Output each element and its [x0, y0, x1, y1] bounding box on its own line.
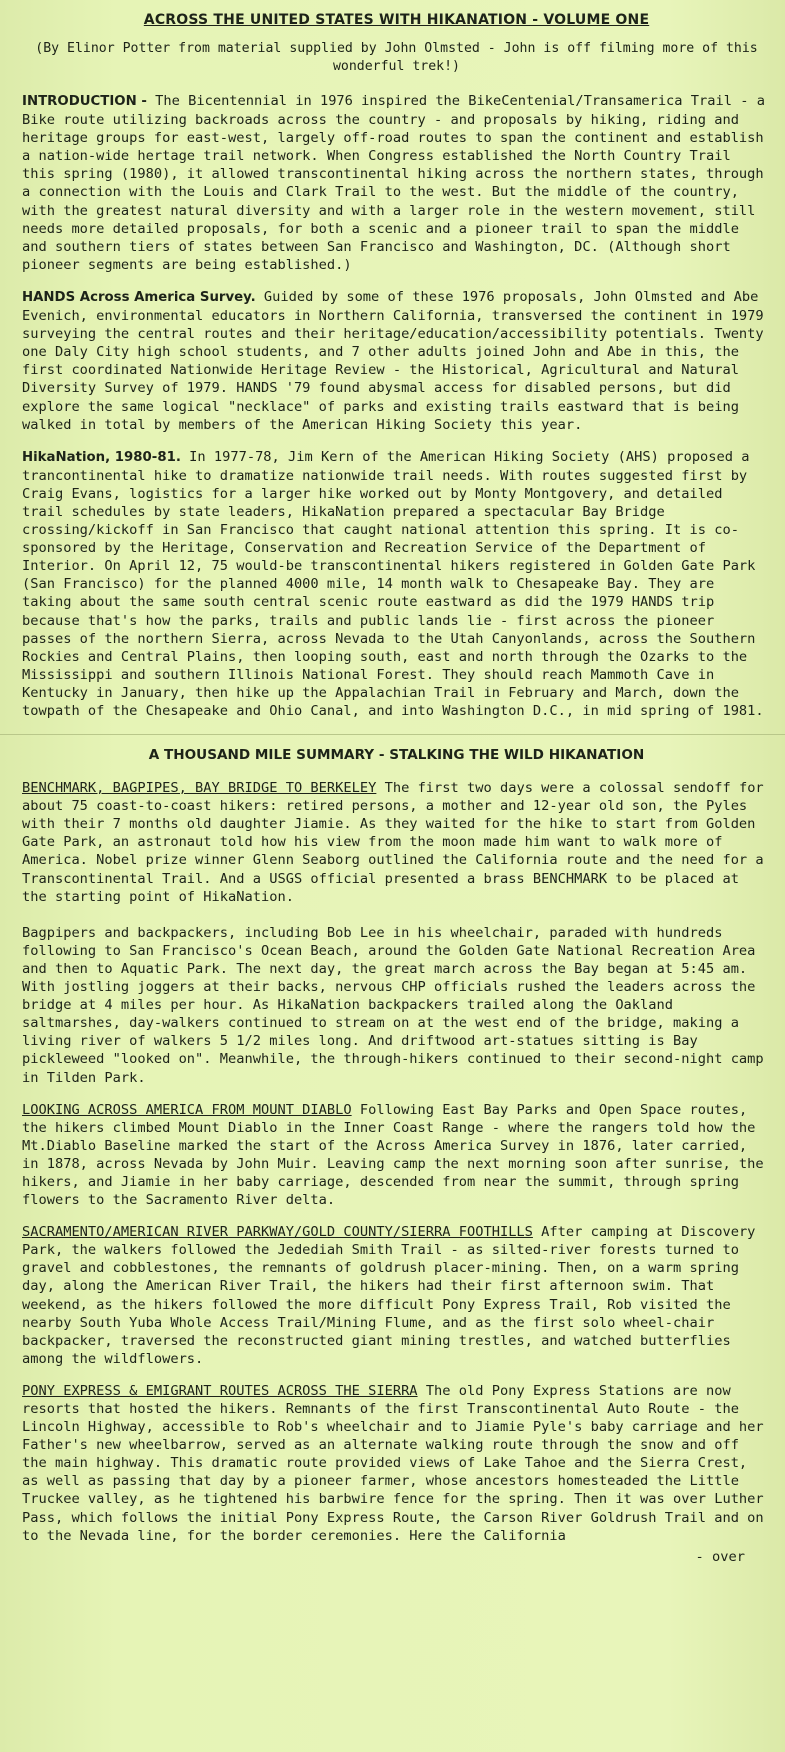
pony-express-heading: PONY EXPRESS & EMIGRANT ROUTES ACROSS THE SIERRA — [22, 1382, 418, 1399]
introduction-text: The Bicentennial in 1976 inspired the BikeCentenial/Transamerica Trail - a Bike route utilizing backroads across the country - and proposals by hiking, riding and heritage groups for east-west, largely off-road routes to span the continent and establish a nation-wide hertage trail network. When Congress established the North Country Trail this spring (1980), it allowed transcontinental hiking across the northern states, through a connection with the Louis and Clark Trail to the west. But the middle of the country, with the greatest natural diversity and with a larger role in the western movement, still needs more detailed proposals, for both a scenic and a pioneer trail to span the middle and southern tiers of states between San Francisco and Washington, DC. (Although short pioneer segments are being established.) — [22, 93, 765, 273]
summary-section-title: A THOUSAND MILE SUMMARY - STALKING THE WILD HIKANATION — [148, 747, 645, 764]
mount-diablo-text: Following East Bay Parks and Open Space routes, the hikers climbed Mount Diablo in the Inner Coast Range - where the rangers told how the Mt.Diablo Baseline marked the start of the Across America Survey in 1876, later carried, in 1878, across Nevada by John Muir. Leaving camp the next morning soon after sunrise, the hikers, and Jiamie in her baby carriage, descended from near the summit, through spring flowers to the Sacramento River delta. — [22, 1101, 764, 1209]
sacramento-heading: SACRAMENTO/AMERICAN RIVER PARKWAY/GOLD COUNTY/SIERRA FOOTHILLS — [22, 1224, 533, 1241]
benchmark-paragraph — [22, 779, 771, 906]
sacramento-paragraph — [22, 1223, 771, 1368]
sacramento-text: After camping at Discovery Park, the walkers followed the Jedediah Smith Trail - as silted-river forests turned to gravel and cobblestones, the remnants of goldrush placer-mining. Then, on a warm spring day, along the American River Trail, the hikers had their first afternoon swim. That weekend, as the hikers followed the more difficult Pony Express Trail, Rob visited the nearby South Yuba Whole Access Trail/Mining Flume, and as the first solo wheel-chair backpacker, traversed the reconstructed giant mining trestles, and watched butterflies among the wildflowers. — [22, 1224, 756, 1367]
pony-express-paragraph — [22, 1382, 771, 1545]
hands-survey-paragraph — [22, 288, 771, 434]
introduction-paragraph — [22, 92, 771, 274]
benchmark-text: The first two days were a colossal sendoff for about 75 coast-to-coast hikers: retired persons, a mother and 12-year old son, the Pyles with their 7 months old daughter Jiamie. As they waited for the hike to start from Golden Gate Park, an astronaut told how his view from the moon made him want to walk more of America. Nobel prize winner Glenn Seaborg outlined the California route and the need for a Transcontinental Trail. And a USGS official presented a brass BENCHMARK to be placed at the starting point of HikaNation. — [22, 780, 764, 905]
pony-express-text: The old Pony Express Stations are now resorts that hosted the hikers. Remnants of the first Transcontinental Auto Route - the Lincoln Highway, accessible to Rob's wheelchair and to Jiamie Pyle's baby carriage and her Father's new wheelbarrow, served as an alternate walking route through the snow and off the main highway. This dramatic route provided views of Lake Tahoe and the Sierra Crest, as well as passing that day by a pioneer farmer, whose ancestors homesteaded the Little Truckee valley, as he tightened his barbwire fence for the spring. Then it was over Luther Pass, which follows the initial Pony Express Route, the Carson River Goldrush Trail and on to the Nevada line, for the border ceremonies. Here the California — [22, 1382, 764, 1544]
bagpipers-text: Bagpipers and backpackers, including Bob Lee in his wheelchair, paraded with hundreds following to San Francisco's Ocean Beach, around the Golden Gate National Recreation Area and then to Aquatic Park. The next day, the great march across the Bay began at 5:45 am. With jostling joggers at their backs, nervous CHP officials rushed the leaders across the bridge at 4 miles per hour. As HikaNation backpackers trailed along the Oakland saltmarshes, day-walkers continued to stream on at the west end of the bridge, making a living river of walkers 5 1/2 miles long. And driftwood art-statues sitting is Bay pickleweed "looked on". Meanwhile, the through-hikers continued to their second-night camp in Tilden Park. — [22, 924, 764, 1086]
hikanation-heading: HikaNation, 1980-81. — [22, 449, 181, 465]
hikanation-paragraph — [22, 448, 771, 720]
byline: (By Elinor Potter from material supplied by John Olmsted - John is off filming more of this wonderful trek!) — [35, 41, 758, 74]
benchmark-heading: BENCHMARK, BAGPIPES, BAY BRIDGE TO BERKELEY — [22, 780, 377, 797]
hands-survey-heading: HANDS Across America Survey. — [22, 289, 256, 305]
paper-fold-line — [0, 734, 785, 735]
introduction-heading: INTRODUCTION - — [22, 94, 147, 109]
mount-diablo-heading: LOOKING ACROSS AMERICA FROM MOUNT DIABLO — [22, 1101, 352, 1118]
article-content — [22, 12, 771, 1565]
bagpipers-paragraph — [22, 924, 771, 1087]
continued-over-note: - over — [695, 1548, 745, 1565]
hands-survey-text: Guided by some of these 1976 proposals, John Olmsted and Abe Evenich, environmental educators in Northern California, transversed the continent in 1979 surveying the central routes and their heritage/education/accessibility potentials. Twenty one Daly City high school students, and 7 other adults joined John and Abe in this, the first coordinated Nationwide Heritage Review - the Historical, Agricultural and Natural Diversity Survey of 1979. HANDS '79 found abysmal access for disabled persons, but did explore the same logical "necklace" of parks and existing trails eastward that is being walked in total by members of the American Hiking Society this year. — [22, 288, 764, 433]
page-title: ACROSS THE UNITED STATES WITH HIKANATION - VOLUME ONE — [143, 12, 650, 28]
hikanation-text: In 1977-78, Jim Kern of the American Hiking Society (AHS) proposed a trancontinental hike to dramatize nationwide trail needs. With routes suggested first by Craig Evans, logistics for a larger hike worked out by Monty Montgovery, and detailed trail schedules by state leaders, HikaNation prepared a spectacular Bay Bridge crossing/kickoff in San Francisco that caught national attention this spring. It is co-sponsored by the Heritage, Conservation and Recreation Service of the Department of Interior. On April 12, 75 would-be transcontinental hikers registered in Golden Gate Park (San Francisco) for the planned 4000 mile, 14 month walk to Chesapeake Bay. They are taking about the same south central scenic route eastward as did the 1979 HANDS trip because that's how the parks, trails and public lands lie - first across the pioneer passes of the northern Sierra, across Nevada to the Utah Canyonlands, across the Southern Rockies and Central Plains, then looping south, east and north through the Ozarks to the Mississippi and southern Illinois National Forest. They should reach Mammoth Cave in Kentucky in January, then hike up the Appalachian Trail in February and March, down the towpath of the Chesapeake and Ohio Canal, and into Washington D.C., in mid spring of 1981. — [22, 448, 764, 719]
mount-diablo-paragraph — [22, 1101, 771, 1210]
